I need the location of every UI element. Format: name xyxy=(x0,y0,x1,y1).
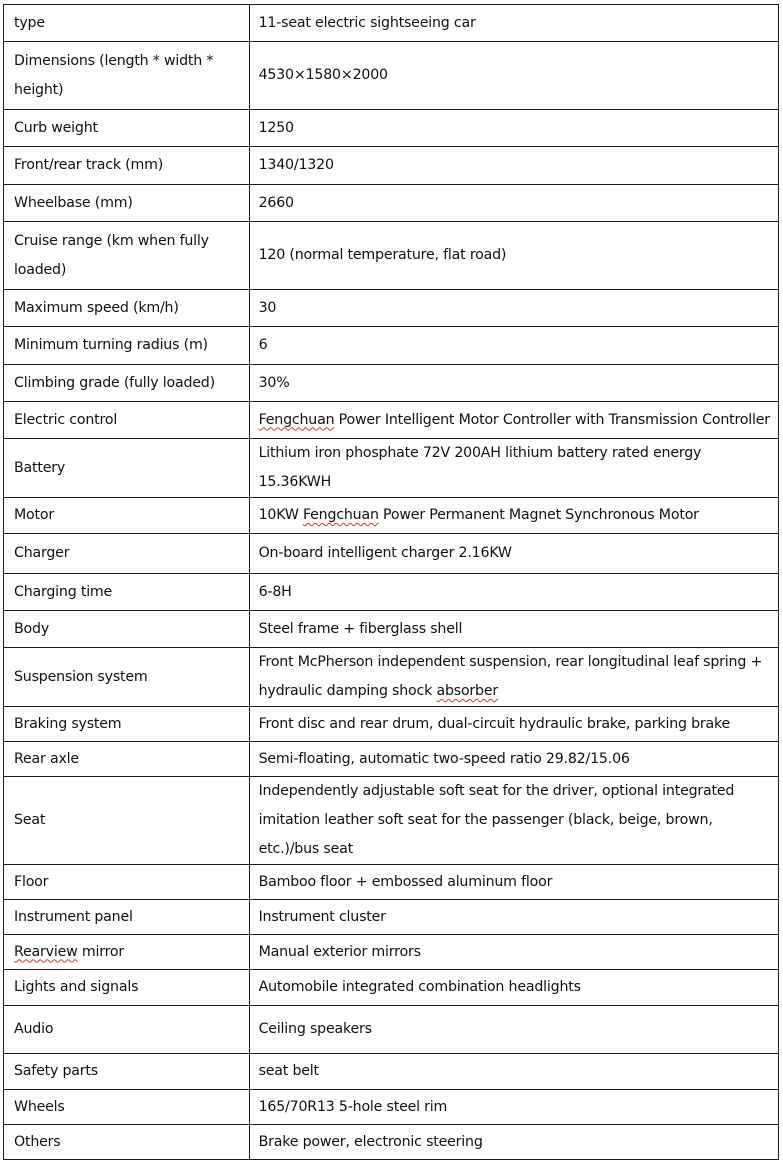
row-label: Dimensions (length * width * height) xyxy=(4,42,250,110)
row-value: 6-8H xyxy=(249,574,778,611)
row-label: Lights and signals xyxy=(4,970,250,1006)
table-row xyxy=(4,110,779,147)
label-text: mirror xyxy=(77,943,125,960)
value-text: Power Permanent Magnet Synchronous Motor xyxy=(378,507,699,523)
table-row xyxy=(4,534,779,574)
spellcheck-word: Fengchuan xyxy=(302,507,379,523)
row-value: Bamboo floor + embossed aluminum floor xyxy=(249,865,778,900)
row-value: 1340/1320 xyxy=(249,147,778,185)
table-row xyxy=(4,365,779,402)
row-label: Curb weight xyxy=(4,110,250,147)
table-row xyxy=(4,742,779,777)
table-row xyxy=(4,185,779,222)
row-value: 120 (normal temperature, flat road) xyxy=(249,222,778,290)
table-row xyxy=(4,402,779,439)
table-row xyxy=(4,865,779,900)
table-row xyxy=(4,222,779,290)
row-value: Semi-floating, automatic two-speed ratio 29.82/15.06 xyxy=(249,742,778,777)
table-row xyxy=(4,290,779,327)
row-value: Independently adjustable soft seat for the driver, optional integrated imitation leather soft seat for the passenger (black, beige, brown, etc.)/bus seat xyxy=(249,777,778,865)
row-label: Climbing grade (fully loaded) xyxy=(4,365,250,402)
table-row xyxy=(4,1125,779,1160)
row-value: Automobile integrated combination headlights xyxy=(249,970,778,1006)
row-value: Lithium iron phosphate 72V 200AH lithium battery rated energy 15.36KWH xyxy=(249,439,778,498)
row-value xyxy=(249,498,778,534)
row-value: Brake power, electronic steering xyxy=(249,1125,778,1160)
row-label xyxy=(4,935,250,970)
table-row xyxy=(4,498,779,534)
row-value: Ceiling speakers xyxy=(249,1006,778,1054)
table-row xyxy=(4,970,779,1006)
spellcheck-word: Rearview xyxy=(14,943,78,960)
table-row xyxy=(4,439,779,498)
table-row xyxy=(4,1090,779,1125)
row-label: Charging time xyxy=(4,574,250,611)
table-row xyxy=(4,1006,779,1054)
row-label: Minimum turning radius (m) xyxy=(4,327,250,365)
row-label: Cruise range (km when fully loaded) xyxy=(4,222,250,290)
table-row xyxy=(4,574,779,611)
spellcheck-word: Fengchuan xyxy=(258,411,335,428)
table-row xyxy=(4,611,779,648)
row-label: Seat xyxy=(4,777,250,865)
row-value xyxy=(249,648,778,707)
table-row xyxy=(4,648,779,707)
row-label: Safety parts xyxy=(4,1054,250,1090)
table-row xyxy=(4,327,779,365)
row-value: 165/70R13 5-hole steel rim xyxy=(249,1090,778,1125)
table-row xyxy=(4,42,779,110)
table-row xyxy=(4,147,779,185)
row-label: Motor xyxy=(4,498,250,534)
row-label: Others xyxy=(4,1125,250,1160)
row-label: Wheels xyxy=(4,1090,250,1125)
table-row xyxy=(4,1054,779,1090)
row-value: Instrument cluster xyxy=(249,900,778,935)
row-label: Wheelbase (mm) xyxy=(4,185,250,222)
row-label: type xyxy=(4,5,250,42)
table-row xyxy=(4,777,779,865)
row-value: 2660 xyxy=(249,185,778,222)
table-row xyxy=(4,935,779,970)
row-value: 30% xyxy=(249,365,778,402)
row-label: Electric control xyxy=(4,402,250,439)
value-text: Power Intelligent Motor Controller with Transmission Controller xyxy=(334,411,770,428)
row-label: Body xyxy=(4,611,250,648)
spellcheck-word: absorber xyxy=(436,683,499,699)
row-label: Front/rear track (mm) xyxy=(4,147,250,185)
row-value: Front disc and rear drum, dual-circuit hydraulic brake, parking brake xyxy=(249,707,778,742)
row-value: 30 xyxy=(249,290,778,327)
row-label: Battery xyxy=(4,439,250,498)
row-label: Maximum speed (km/h) xyxy=(4,290,250,327)
table-row xyxy=(4,707,779,742)
row-value: On-board intelligent charger 2.16KW xyxy=(249,534,778,574)
row-value xyxy=(249,402,778,439)
value-text: 10KW xyxy=(258,507,303,523)
row-label: Audio xyxy=(4,1006,250,1054)
table-row xyxy=(4,5,779,42)
table-row xyxy=(4,900,779,935)
row-value: 11-seat electric sightseeing car xyxy=(249,5,778,42)
row-value: 1250 xyxy=(249,110,778,147)
row-label: Charger xyxy=(4,534,250,574)
row-label: Suspension system xyxy=(4,648,250,707)
row-value: seat belt xyxy=(249,1054,778,1090)
row-value: Steel frame + fiberglass shell xyxy=(249,611,778,648)
row-value: 6 xyxy=(249,327,778,365)
row-label: Rear axle xyxy=(4,742,250,777)
row-label: Instrument panel xyxy=(4,900,250,935)
row-label: Braking system xyxy=(4,707,250,742)
row-value: 4530×1580×2000 xyxy=(249,42,778,110)
row-value: Manual exterior mirrors xyxy=(249,935,778,970)
row-label: Floor xyxy=(4,865,250,900)
spec-table xyxy=(3,4,779,1160)
value-text: Front McPherson independent suspension, rear longitudinal leaf spring + hydraulic damping shock xyxy=(258,654,763,699)
